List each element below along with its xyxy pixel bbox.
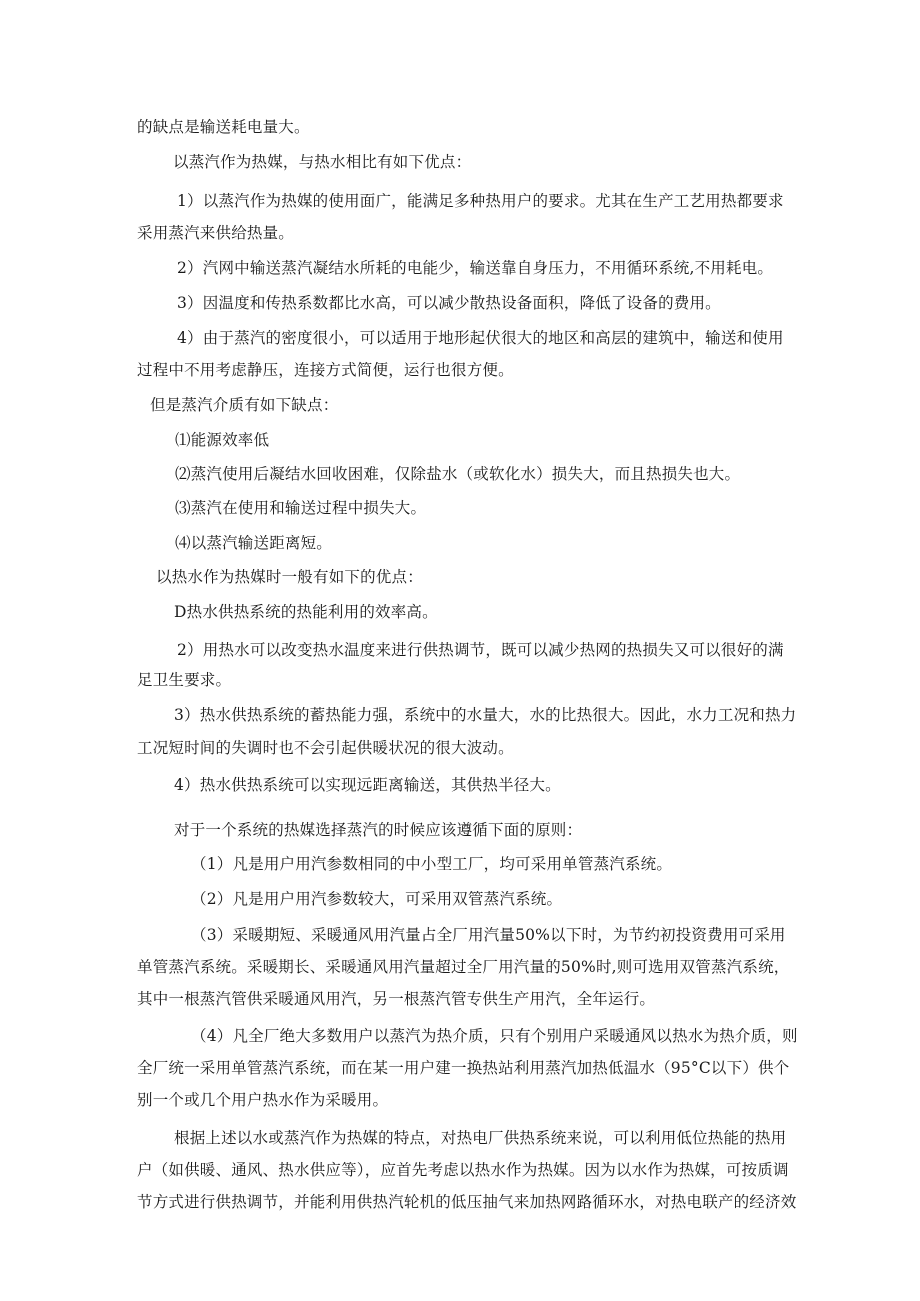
text-line: ⑵蒸汽使用后凝结水回收困难，仅除盐水（或软化水）损失大，而且热损失也大。: [175, 465, 741, 483]
text-line: 单管蒸汽系统。采暖期长、采暖通风用汽量超过全厂用汽量的50%时,则可选用双管蒸汽系统，: [137, 958, 790, 976]
text-line: 2）用热水可以改变热水温度来进行供热调节，既可以减少热网的热损失又可以很好的满: [177, 641, 784, 659]
text-line: 采用蒸汽来供给热量。: [137, 224, 295, 242]
text-line: ⑷以蒸汽输送距离短。: [175, 534, 333, 552]
text-line: 节方式进行供热调节，并能利用供热汽轮机的低压抽气来加热网路循环水，对热电联产的经济效: [137, 1193, 797, 1211]
text-line: （1）凡是用户用汽参数相同的中小型工厂，均可采用单管蒸汽系统。: [191, 855, 673, 873]
text-line: 3）热水供热系统的蓄热能力强，系统中的水量大，水的比热很大。因此，水力工况和热力: [174, 706, 797, 724]
text-line: 4）热水供热系统可以实现远距离输送，其供热半径大。: [174, 776, 561, 794]
text-line: （3）采暖期短、采暖通风用汽量占全厂用汽量50%以下时，为节约初投资费用可采用: [191, 926, 786, 944]
text-line: 其中一根蒸汽管供采暖通风用汽，另一根蒸汽管专供生产用汽，全年运行。: [137, 990, 656, 1008]
text-line: 根据上述以水或蒸汽作为热媒的特点，对热电厂供热系统来说，可以利用低位热能的热用: [174, 1129, 787, 1147]
text-line: 以热水作为热媒时一般有如下的优点：: [156, 568, 423, 586]
text-line: 但是蒸汽介质有如下缺点：: [150, 396, 339, 414]
text-line: 工况短时间的失调时也不会引起供暖状况的很大波动。: [137, 739, 514, 757]
text-line: 以蒸汽作为热媒，与热水相比有如下优点：: [173, 153, 472, 171]
text-line: 全厂统一采用单管蒸汽系统，而在某一用户建一换热站利用蒸汽加热低温水（95°C以下）供个: [137, 1059, 790, 1077]
text-line: （4）凡全厂绝大多数用户以蒸汽为热介质，只有个别用户采暖通风以热水为热介质，则: [191, 1027, 798, 1045]
text-line: ⑴能源效率低: [175, 431, 270, 449]
text-line: 1）以蒸汽作为热媒的使用面广，能满足多种热用户的要求。尤其在生产工艺用热都要求: [177, 192, 784, 210]
text-line: 2）汽网中输送蒸汽凝结水所耗的电能少，输送靠自身压力，不用循环系统,不用耗电。: [177, 259, 774, 277]
text-line: 别一个或几个用户热水作为采暖用。: [137, 1091, 389, 1109]
text-line: 户（如供暖、通风、热水供应等），应首先考虑以热水作为热媒。因为以水作为热媒，可按质调: [137, 1161, 789, 1179]
text-line: 4）由于蒸汽的密度很小，可以适用于地形起伏很大的地区和高层的建筑中，输送和使用: [177, 329, 784, 347]
text-line: 足卫生要求。: [137, 671, 232, 689]
text-line: 的缺点是输送耗电量大。: [137, 118, 310, 136]
text-line: D热水供热系统的热能利用的效率高。: [174, 603, 438, 621]
text-line: 过程中不用考虑静压，连接方式简便，运行也很方便。: [137, 361, 514, 379]
text-line: ⑶蒸汽在使用和输送过程中损失大。: [175, 499, 427, 517]
text-line: 对于一个系统的热媒选择蒸汽的时候应该遵循下面的原则：: [174, 821, 583, 839]
text-line: 3）因温度和传热系数都比水高，可以减少散热设备面积，降低了设备的费用。: [177, 294, 721, 312]
text-line: （2）凡是用户用汽参数较大，可采用双管蒸汽系统。: [191, 890, 563, 908]
